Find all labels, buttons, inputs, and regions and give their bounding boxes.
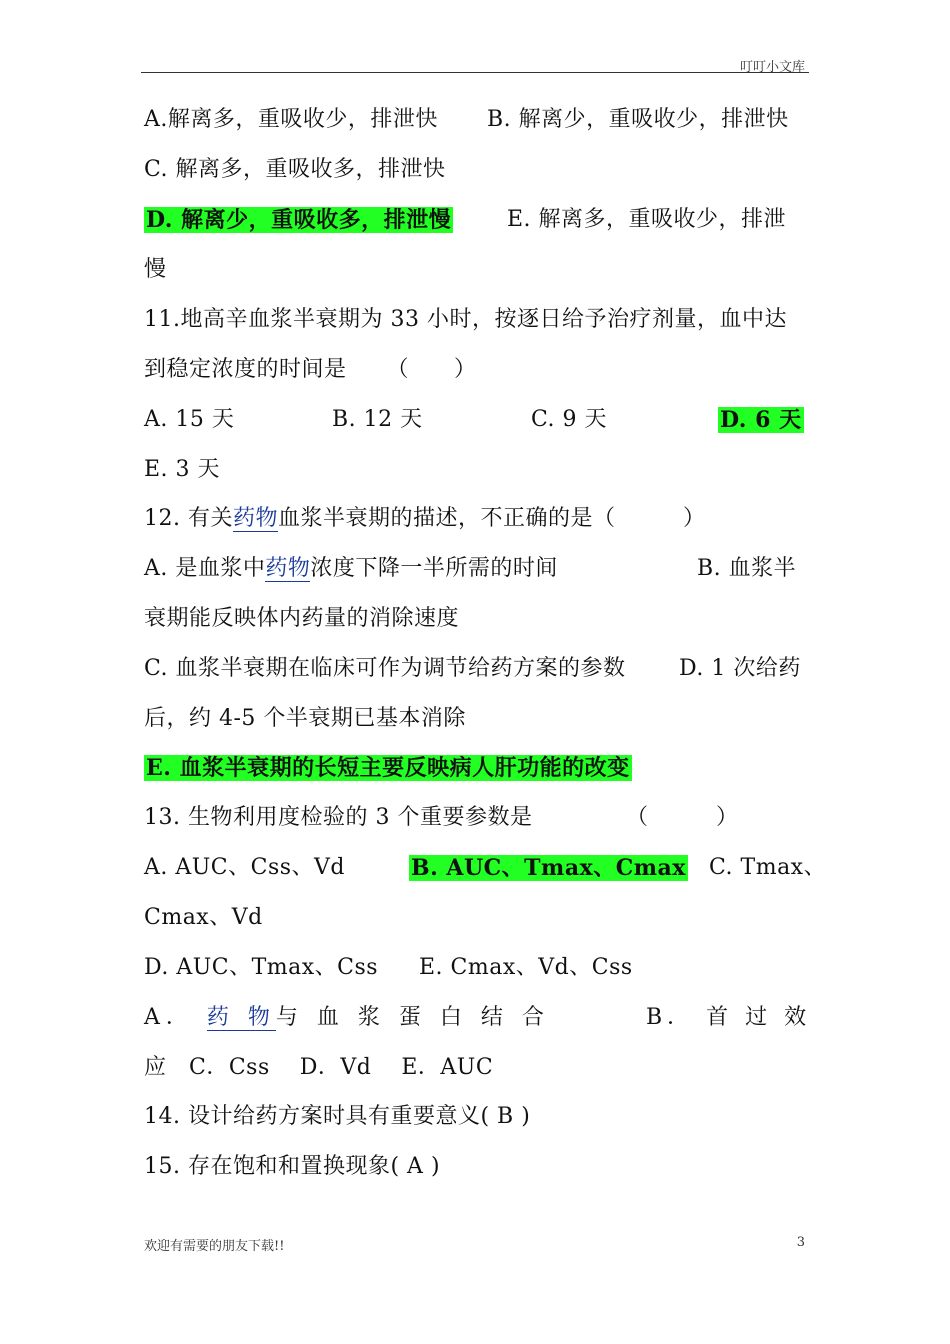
matching-a-label: A． bbox=[144, 1005, 194, 1030]
page-number: 3 bbox=[796, 1235, 805, 1250]
q10-option-a: A.解离多，重吸收少，排泄快 bbox=[144, 107, 438, 132]
q12-option-a-pre: A. 是血浆中 bbox=[144, 556, 266, 581]
q14-text: 14. 设计给药方案时具有重要意义( B ) bbox=[144, 1104, 531, 1129]
matching-a-text: 与 血 浆 蛋 白 结 合 bbox=[275, 1005, 550, 1030]
q11-stem-cont bbox=[144, 356, 477, 384]
q12-stem-pre: 12. 有关 bbox=[144, 506, 233, 531]
q11-stem: 11.地高辛血浆半衰期为 33 小时，按逐日给予治疗剂量，血中达 bbox=[144, 307, 787, 332]
answer-highlight: B. AUC、Tmax、Cmax bbox=[411, 855, 686, 881]
q11-option-a: A. 15 天 bbox=[144, 407, 235, 432]
q13-option-e: E. Cmax、Vd、Css bbox=[419, 955, 633, 980]
matching-options-cde: 应 C．Css D．Vd E．AUC bbox=[144, 1055, 494, 1080]
q10-option-b: B. 解离少，重吸收少，排泄快 bbox=[487, 107, 789, 132]
q12-option-d: D. 1 次给药 bbox=[679, 656, 801, 681]
answer-highlight: E. 血浆半衰期的长短主要反映病人肝功能的改变 bbox=[146, 755, 630, 781]
q11-option-c: C. 9 天 bbox=[531, 407, 608, 432]
q10-option-e-cont: 慢 bbox=[144, 257, 167, 282]
q10-option-c: C. 解离多，重吸收多，排泄快 bbox=[144, 157, 446, 182]
q10-option-d bbox=[144, 206, 453, 235]
answer-highlight: D. 解离少，重吸收多，排泄慢 bbox=[146, 207, 452, 233]
q12-option-a bbox=[144, 555, 558, 583]
q12-option-c: C. 血浆半衰期在临床可作为调节给药方案的参数 bbox=[144, 656, 626, 681]
q12-option-e bbox=[144, 754, 632, 783]
q11-paren: （ ） bbox=[386, 357, 477, 382]
q12-option-a-post: 浓度下降一半所需的时间 bbox=[310, 556, 558, 581]
q10-option-e: E. 解离多，重吸收少，排泄 bbox=[507, 207, 787, 232]
q15-text: 15. 存在饱和和置换现象( A ) bbox=[144, 1154, 441, 1179]
drug-link[interactable]: 药物 bbox=[232, 506, 278, 531]
q13-option-b bbox=[409, 854, 688, 883]
q11-option-d bbox=[718, 406, 804, 435]
matching-option-a bbox=[144, 1004, 550, 1032]
q13-stem: 13. 生物利用度检验的 3 个重要参数是 bbox=[144, 805, 533, 830]
matching-option-b: B． 首 过 效 bbox=[646, 1005, 812, 1030]
q13-paren: （ ） bbox=[626, 805, 739, 830]
q11-option-b: B. 12 天 bbox=[332, 407, 423, 432]
drug-link[interactable]: 药物 bbox=[265, 556, 311, 581]
drug-link[interactable]: 药 物 bbox=[206, 1005, 276, 1030]
q12-stem bbox=[144, 505, 706, 533]
answer-highlight: D. 6 天 bbox=[720, 407, 802, 433]
q11-stem-text: 到稳定浓度的时间是 bbox=[144, 357, 347, 382]
q12-option-b-cont: 衰期能反映体内药量的消除速度 bbox=[144, 606, 460, 631]
q12-stem-post: 血浆半衰期的描述，不正确的是（ ） bbox=[278, 506, 706, 531]
q11-option-e: E. 3 天 bbox=[144, 457, 221, 482]
header-site-name: 叮叮小文库 bbox=[739, 60, 805, 75]
q13-option-c: C. Tmax、 bbox=[709, 855, 827, 880]
q13-option-c-cont: Cmax、Vd bbox=[144, 905, 263, 930]
header-rule bbox=[141, 72, 809, 73]
q13-option-a: A. AUC、Css、Vd bbox=[144, 855, 346, 880]
q12-option-b: B. 血浆半 bbox=[697, 556, 797, 581]
footer-note: 欢迎有需要的朋友下载!! bbox=[144, 1239, 285, 1254]
q12-option-d-cont: 后，约 4-5 个半衰期已基本消除 bbox=[144, 706, 466, 731]
q13-option-d: D. AUC、Tmax、Css bbox=[144, 955, 379, 980]
